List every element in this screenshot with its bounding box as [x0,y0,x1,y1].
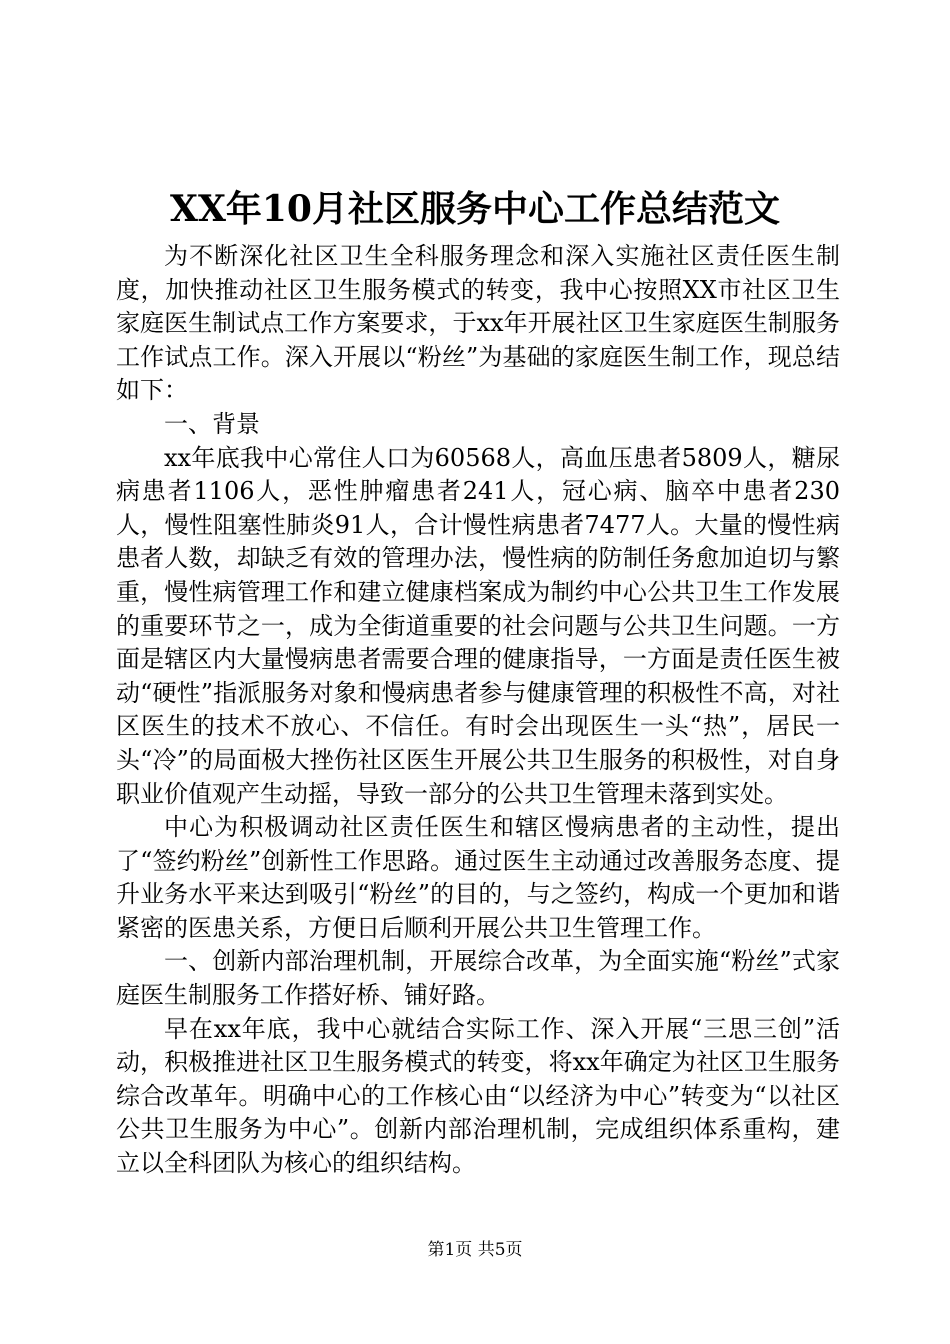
document-title: XX年10月社区服务中心工作总结范文 [170,188,780,230]
section-heading-reform: 一、创新内部治理机制，开展综合改革，为全面实施“粉丝”式家庭医生制服务工作搭好桥、铺好路。 [116,947,840,1010]
initiative-paragraph: 中心为积极调动社区责任医生和辖区慢病患者的主动性，提出了“签约粉丝”创新性工作思路。通过医生主动通过改善服务态度、提升业务水平来达到吸引“粉丝”的目的，与之签约，构成一个更加和谐紧密的医患关系，方便日后顺利开展公共卫生管理工作。 [116,813,840,942]
reform-paragraph: 早在xx年底，我中心就结合实际工作、深入开展“三思三创”活动，积极推进社区卫生服务模式的转变，将xx年确定为社区卫生服务综合改革年。明确中心的工作核心由“以经济为中心”转变为“以社区公共卫生服务为中心”。创新内部治理机制，完成组织体系重构，建立以全科团队为核心的组织结构。 [116,1014,840,1178]
background-paragraph: xx年底我中心常住人口为60568人，高血压患者5809人，糖尿病患者1106人，恶性肿瘤患者241人，冠心病、脑卒中患者230人，慢性阻塞性肺炎91人，合计慢性病患者7477人。大量的慢性病患者人数，却缺乏有效的管理办法，慢性病的防制任务愈加迫切与繁重，慢性病管理工作和建立健康档案成为制约中心公共卫生工作发展的重要环节之一，成为全街道重要的社会问题与公共卫生问题。一方面是辖区内大量慢病患者需要合理的健康指导，一方面是责任医生被动“硬性”指派服务对象和慢病患者参与健康管理的积极性不高，对社区医生的技术不放心、不信任。有时会出现医生一头“热”，居民一头“冷”的局面极大挫伤社区医生开展公共卫生服务的积极性，对自身职业价值观产生动摇，导致一部分的公共卫生管理未落到实处。 [116,443,840,808]
intro-paragraph: 为不断深化社区卫生全科服务理念和深入实施社区责任医生制度，加快推动社区卫生服务模式的转变，我中心按照XX市社区卫生家庭医生制试点工作方案要求，于xx年开展社区卫生家庭医生制服务工作试点工作。深入开展以“粉丝”为基础的家庭医生制工作，现总结如下： [116,242,840,405]
page-footer: 第1页 共5页 [427,1240,523,1260]
section-heading-background: 一、背景 [164,409,260,438]
document-body [116,240,840,1181]
